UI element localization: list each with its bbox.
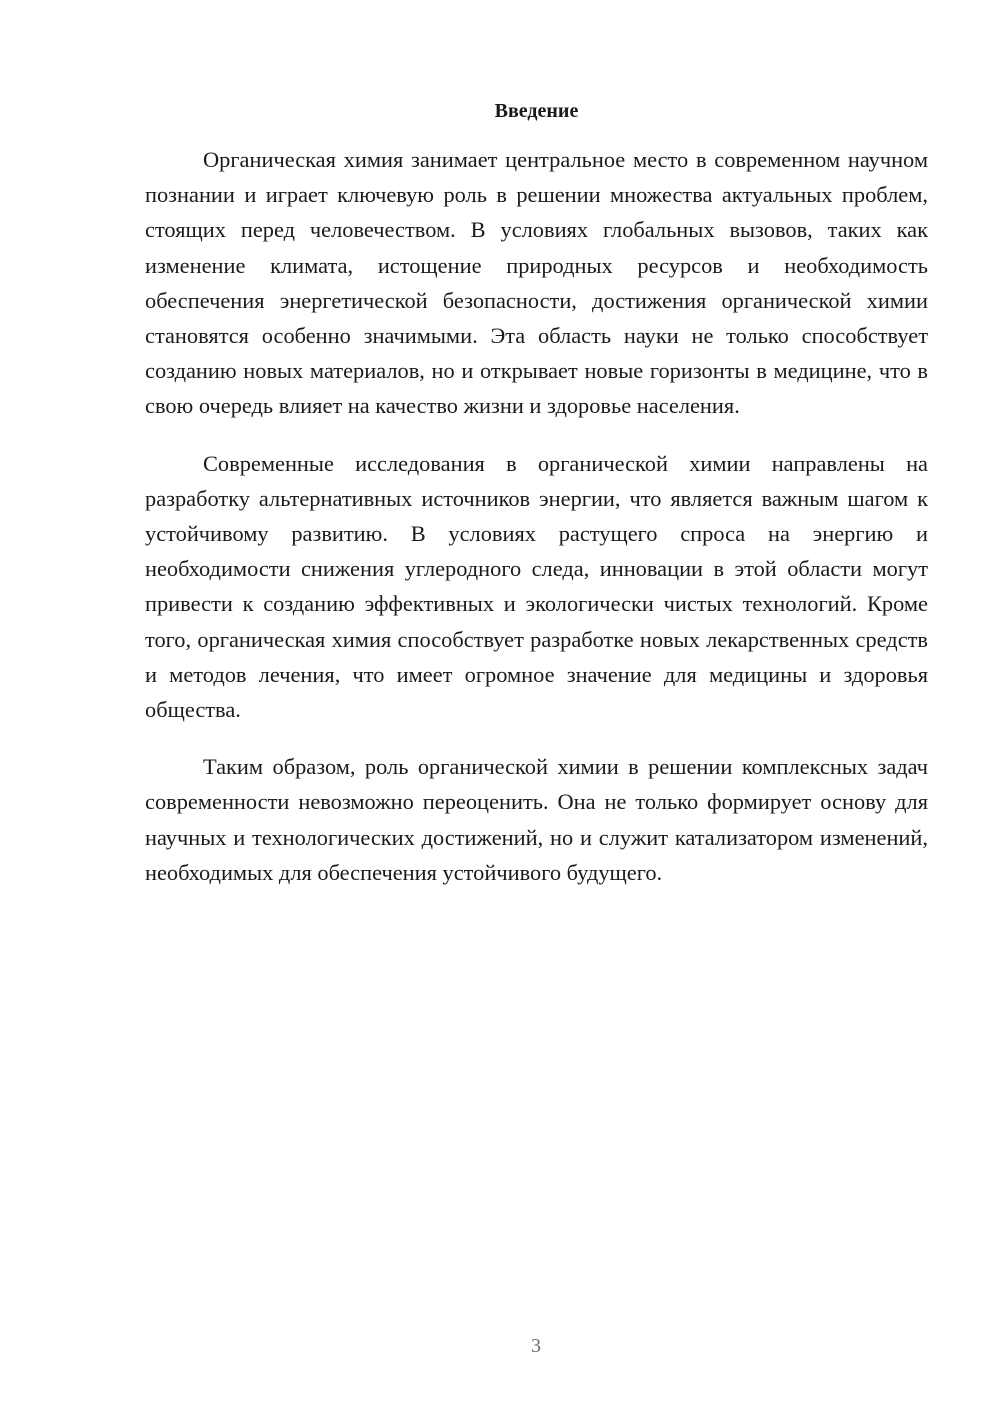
paragraph-3: Таким образом, роль органической химии в решении комплексных задач современности невозможно переоценить. Она не только формирует основу для научных и технологических достижений, но и служит катализатором изменений, необходимых для обеспечения устойчивого будущего. bbox=[145, 754, 928, 885]
page-number: 3 bbox=[531, 1335, 541, 1357]
section-heading: Введение bbox=[494, 100, 579, 122]
page-content bbox=[145, 94, 928, 890]
paragraph-2: Современные исследования в органической химии направлены на разработку альтернативных источников энергии, что является важным шагом к устойчивому развитию. В условиях растущего спроса на энергию и необходимости снижения углеродного следа, инновации в этой области могут привести к созданию эффективных и экологически чистых технологий. Кроме того, органическая химия способствует разработке новых лекарственных средств и методов лечения, что имеет огромное значение для медицины и здоровья общества. bbox=[145, 450, 928, 723]
paragraph-1: Органическая химия занимает центральное место в современном научном познании и играет ключевую роль в решении множества актуальных проблем, стоящих перед человечеством. В условиях глобальных вызовов, таких как изменение климата, истощение природных ресурсов и необходимость обеспечения энергетической безопасности, достижения органической химии становятся особенно значимыми. Эта область науки не только способствует созданию новых материалов, но и открывает новые горизонты в медицине, что в свою очередь влияет на качество жизни и здоровье населения. bbox=[145, 147, 928, 419]
